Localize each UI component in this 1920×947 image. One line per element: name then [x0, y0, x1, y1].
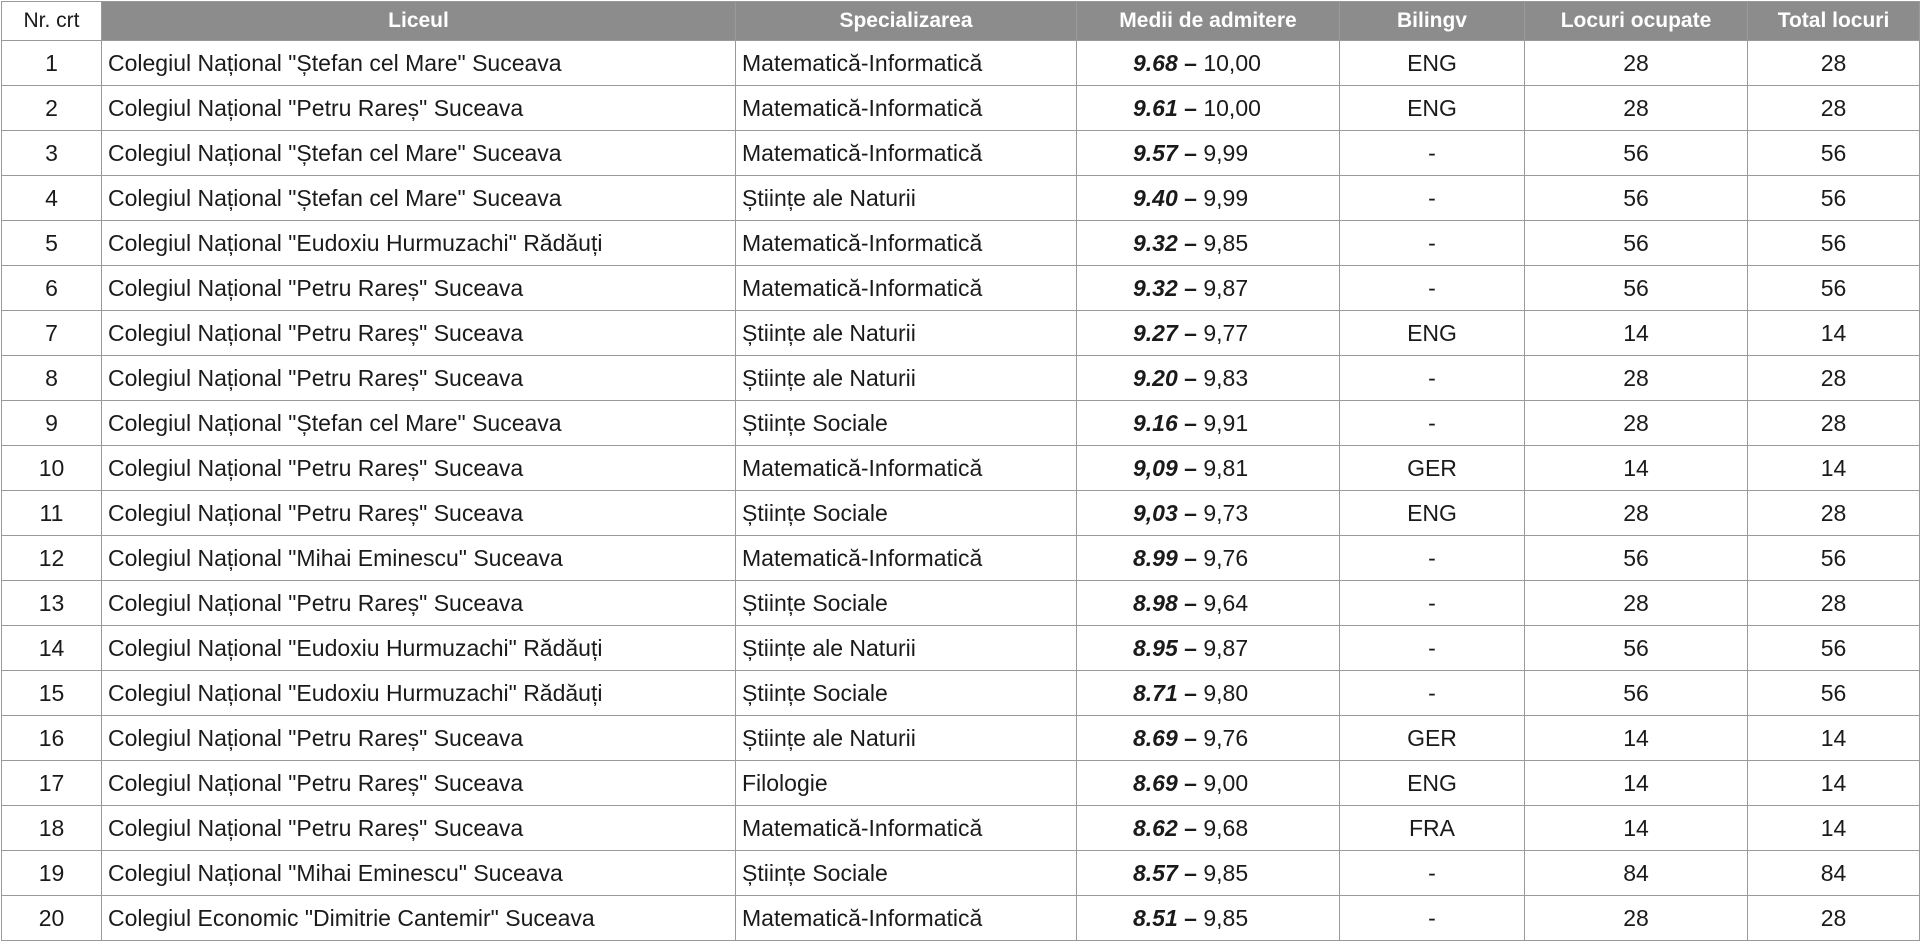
cell-specializare: Științe Sociale	[736, 581, 1077, 626]
medie-separator: –	[1177, 94, 1204, 121]
medie-max: 9,73	[1203, 499, 1249, 526]
medie-min: 8.69	[1133, 769, 1178, 796]
header-medii-admitere: Medii de admitere	[1077, 2, 1340, 41]
cell-liceu: Colegiul Național "Ștefan cel Mare" Suceava	[102, 401, 736, 446]
cell-locuri-ocupate: 14	[1525, 806, 1748, 851]
cell-locuri-ocupate: 14	[1525, 761, 1748, 806]
cell-liceu: Colegiul Național "Eudoxiu Hurmuzachi" Rădăuți	[102, 626, 736, 671]
cell-locuri-ocupate: 28	[1525, 356, 1748, 401]
cell-liceu: Colegiul Național "Eudoxiu Hurmuzachi" Rădăuți	[102, 221, 736, 266]
medie-separator: –	[1177, 904, 1204, 931]
cell-bilingv: -	[1340, 896, 1525, 941]
cell-total-locuri: 14	[1748, 716, 1920, 761]
cell-nr: 8	[2, 356, 102, 401]
medie-separator: –	[1177, 544, 1204, 571]
cell-specializare: Științe ale Naturii	[736, 311, 1077, 356]
cell-liceu: Colegiul Național "Petru Rareș" Suceava	[102, 491, 736, 536]
table-row	[2, 896, 1920, 941]
medie-min: 8.57	[1133, 859, 1178, 886]
cell-specializare: Matematică-Informatică	[736, 86, 1077, 131]
cell-nr: 4	[2, 176, 102, 221]
cell-bilingv: ENG	[1340, 311, 1525, 356]
cell-nr: 18	[2, 806, 102, 851]
medie-max: 10,00	[1203, 94, 1261, 121]
medie-separator: –	[1177, 814, 1204, 841]
cell-bilingv: ENG	[1340, 491, 1525, 536]
cell-liceu: Colegiul Național "Petru Rareș" Suceava	[102, 86, 736, 131]
cell-nr: 15	[2, 671, 102, 716]
cell-medii	[1077, 41, 1340, 86]
medie-min: 9.32	[1133, 229, 1178, 256]
cell-bilingv: GER	[1340, 716, 1525, 761]
cell-specializare: Științe Sociale	[736, 491, 1077, 536]
cell-total-locuri: 84	[1748, 851, 1920, 896]
cell-specializare: Științe Sociale	[736, 401, 1077, 446]
cell-medii	[1077, 266, 1340, 311]
cell-liceu: Colegiul Național "Petru Rareș" Suceava	[102, 716, 736, 761]
cell-medii	[1077, 446, 1340, 491]
cell-locuri-ocupate: 14	[1525, 446, 1748, 491]
medie-min: 9.57	[1133, 139, 1178, 166]
cell-total-locuri: 56	[1748, 131, 1920, 176]
table-row	[2, 311, 1920, 356]
table-row	[2, 626, 1920, 671]
medie-min: 9,09	[1133, 454, 1178, 481]
medie-min: 8.99	[1133, 544, 1178, 571]
table-row	[2, 581, 1920, 626]
medie-max: 9,81	[1203, 454, 1249, 481]
cell-nr: 3	[2, 131, 102, 176]
medie-max: 9,87	[1203, 274, 1249, 301]
medie-separator: –	[1177, 634, 1204, 661]
cell-bilingv: ENG	[1340, 41, 1525, 86]
table-row	[2, 446, 1920, 491]
medie-max: 9,91	[1203, 409, 1249, 436]
cell-specializare: Matematică-Informatică	[736, 446, 1077, 491]
cell-nr: 5	[2, 221, 102, 266]
cell-nr: 1	[2, 41, 102, 86]
cell-nr: 17	[2, 761, 102, 806]
cell-total-locuri: 28	[1748, 86, 1920, 131]
table-row	[2, 131, 1920, 176]
cell-bilingv: ENG	[1340, 86, 1525, 131]
cell-liceu: Colegiul Național "Ștefan cel Mare" Suceava	[102, 41, 736, 86]
table-row	[2, 716, 1920, 761]
medie-min: 8.71	[1133, 679, 1178, 706]
cell-locuri-ocupate: 56	[1525, 626, 1748, 671]
cell-total-locuri: 14	[1748, 311, 1920, 356]
cell-bilingv: FRA	[1340, 806, 1525, 851]
cell-liceu: Colegiul Național "Petru Rareș" Suceava	[102, 581, 736, 626]
cell-specializare: Științe ale Naturii	[736, 716, 1077, 761]
cell-medii	[1077, 716, 1340, 761]
medie-min: 9.32	[1133, 274, 1178, 301]
medie-min: 9,03	[1133, 499, 1178, 526]
medie-separator: –	[1177, 274, 1204, 301]
cell-medii	[1077, 896, 1340, 941]
cell-nr: 20	[2, 896, 102, 941]
cell-nr: 11	[2, 491, 102, 536]
cell-nr: 19	[2, 851, 102, 896]
cell-bilingv: ENG	[1340, 761, 1525, 806]
cell-bilingv: -	[1340, 356, 1525, 401]
cell-medii	[1077, 311, 1340, 356]
cell-liceu: Colegiul Economic "Dimitrie Cantemir" Suceava	[102, 896, 736, 941]
cell-medii	[1077, 536, 1340, 581]
cell-specializare: Științe ale Naturii	[736, 626, 1077, 671]
cell-total-locuri: 28	[1748, 581, 1920, 626]
table-header	[2, 2, 1920, 41]
cell-medii	[1077, 491, 1340, 536]
cell-nr: 2	[2, 86, 102, 131]
cell-liceu: Colegiul Național "Eudoxiu Hurmuzachi" Rădăuți	[102, 671, 736, 716]
cell-total-locuri: 56	[1748, 176, 1920, 221]
header-nr-crt: Nr. crt	[2, 2, 102, 41]
cell-specializare: Matematică-Informatică	[736, 131, 1077, 176]
cell-locuri-ocupate: 84	[1525, 851, 1748, 896]
medie-separator: –	[1177, 679, 1204, 706]
cell-liceu: Colegiul Național "Petru Rareș" Suceava	[102, 806, 736, 851]
medie-separator: –	[1177, 499, 1204, 526]
cell-total-locuri: 14	[1748, 806, 1920, 851]
table-row	[2, 806, 1920, 851]
medie-max: 9,00	[1203, 769, 1249, 796]
cell-locuri-ocupate: 14	[1525, 716, 1748, 761]
cell-medii	[1077, 581, 1340, 626]
cell-total-locuri: 28	[1748, 401, 1920, 446]
cell-medii	[1077, 86, 1340, 131]
medie-min: 9.27	[1133, 319, 1178, 346]
table-body	[2, 41, 1920, 941]
header-bilingv: Bilingv	[1340, 2, 1525, 41]
cell-locuri-ocupate: 56	[1525, 131, 1748, 176]
medie-min: 8.62	[1133, 814, 1178, 841]
cell-locuri-ocupate: 56	[1525, 536, 1748, 581]
cell-total-locuri: 56	[1748, 221, 1920, 266]
medie-max: 9,85	[1203, 859, 1249, 886]
table-row	[2, 356, 1920, 401]
cell-specializare: Științe Sociale	[736, 671, 1077, 716]
header-liceul: Liceul	[102, 2, 736, 41]
table-row	[2, 176, 1920, 221]
medie-separator: –	[1177, 319, 1204, 346]
medie-separator: –	[1177, 724, 1204, 751]
header-total-locuri: Total locuri	[1748, 2, 1920, 41]
cell-locuri-ocupate: 28	[1525, 581, 1748, 626]
cell-liceu: Colegiul Național "Petru Rareș" Suceava	[102, 761, 736, 806]
medie-min: 9.68	[1133, 49, 1178, 76]
table-row	[2, 851, 1920, 896]
cell-total-locuri: 14	[1748, 446, 1920, 491]
medie-max: 9,87	[1203, 634, 1249, 661]
cell-liceu: Colegiul Național "Petru Rareș" Suceava	[102, 356, 736, 401]
cell-nr: 7	[2, 311, 102, 356]
cell-medii	[1077, 221, 1340, 266]
cell-nr: 6	[2, 266, 102, 311]
cell-medii	[1077, 626, 1340, 671]
cell-specializare: Filologie	[736, 761, 1077, 806]
cell-bilingv: -	[1340, 221, 1525, 266]
cell-liceu: Colegiul Național "Ștefan cel Mare" Suceava	[102, 131, 736, 176]
cell-total-locuri: 28	[1748, 896, 1920, 941]
medie-separator: –	[1177, 184, 1204, 211]
cell-total-locuri: 56	[1748, 626, 1920, 671]
cell-locuri-ocupate: 56	[1525, 671, 1748, 716]
cell-total-locuri: 56	[1748, 536, 1920, 581]
medie-max: 9,68	[1203, 814, 1249, 841]
cell-medii	[1077, 356, 1340, 401]
table-row	[2, 491, 1920, 536]
cell-medii	[1077, 671, 1340, 716]
medie-max: 9,99	[1203, 139, 1249, 166]
cell-nr: 9	[2, 401, 102, 446]
cell-specializare: Matematică-Informatică	[736, 806, 1077, 851]
medie-max: 9,77	[1203, 319, 1249, 346]
medie-max: 9,64	[1203, 589, 1249, 616]
cell-nr: 14	[2, 626, 102, 671]
header-row	[2, 2, 1920, 41]
medie-separator: –	[1177, 49, 1204, 76]
medie-separator: –	[1177, 859, 1204, 886]
cell-bilingv: -	[1340, 401, 1525, 446]
medie-min: 8.98	[1133, 589, 1178, 616]
cell-medii	[1077, 851, 1340, 896]
medie-max: 9,83	[1203, 364, 1249, 391]
cell-medii	[1077, 401, 1340, 446]
medie-separator: –	[1177, 139, 1204, 166]
cell-locuri-ocupate: 56	[1525, 266, 1748, 311]
medie-separator: –	[1177, 364, 1204, 391]
medie-separator: –	[1177, 229, 1204, 256]
table-row	[2, 266, 1920, 311]
cell-liceu: Colegiul Național "Mihai Eminescu" Suceava	[102, 536, 736, 581]
medie-max: 9,85	[1203, 229, 1249, 256]
table-row	[2, 671, 1920, 716]
cell-total-locuri: 28	[1748, 491, 1920, 536]
cell-liceu: Colegiul Național "Mihai Eminescu" Suceava	[102, 851, 736, 896]
medie-max: 9,80	[1203, 679, 1249, 706]
cell-medii	[1077, 131, 1340, 176]
cell-bilingv: -	[1340, 581, 1525, 626]
medie-min: 9.16	[1133, 409, 1178, 436]
cell-total-locuri: 56	[1748, 266, 1920, 311]
cell-medii	[1077, 176, 1340, 221]
medie-min: 9.61	[1133, 94, 1178, 121]
medie-min: 9.40	[1133, 184, 1178, 211]
cell-nr: 12	[2, 536, 102, 581]
header-locuri-ocupate: Locuri ocupate	[1525, 2, 1748, 41]
medie-min: 9.20	[1133, 364, 1178, 391]
cell-locuri-ocupate: 14	[1525, 311, 1748, 356]
cell-specializare: Științe ale Naturii	[736, 176, 1077, 221]
medie-separator: –	[1177, 769, 1204, 796]
medie-max: 10,00	[1203, 49, 1261, 76]
table-row	[2, 41, 1920, 86]
cell-locuri-ocupate: 28	[1525, 41, 1748, 86]
cell-locuri-ocupate: 56	[1525, 221, 1748, 266]
table-row	[2, 401, 1920, 446]
cell-specializare: Matematică-Informatică	[736, 41, 1077, 86]
medie-max: 9,76	[1203, 724, 1249, 751]
medie-max: 9,76	[1203, 544, 1249, 571]
cell-specializare: Matematică-Informatică	[736, 266, 1077, 311]
cell-bilingv: -	[1340, 536, 1525, 581]
medie-max: 9,99	[1203, 184, 1249, 211]
cell-specializare: Matematică-Informatică	[736, 536, 1077, 581]
cell-liceu: Colegiul Național "Petru Rareș" Suceava	[102, 446, 736, 491]
table-row	[2, 761, 1920, 806]
cell-bilingv: -	[1340, 626, 1525, 671]
medie-separator: –	[1177, 589, 1204, 616]
cell-bilingv: -	[1340, 671, 1525, 716]
cell-bilingv: -	[1340, 176, 1525, 221]
cell-bilingv: -	[1340, 131, 1525, 176]
table-row	[2, 221, 1920, 266]
table-row	[2, 536, 1920, 581]
cell-bilingv: -	[1340, 266, 1525, 311]
cell-bilingv: -	[1340, 851, 1525, 896]
cell-locuri-ocupate: 28	[1525, 86, 1748, 131]
cell-locuri-ocupate: 28	[1525, 401, 1748, 446]
cell-specializare: Științe ale Naturii	[736, 356, 1077, 401]
admission-table	[1, 1, 1920, 941]
cell-nr: 10	[2, 446, 102, 491]
medie-separator: –	[1177, 454, 1204, 481]
cell-total-locuri: 14	[1748, 761, 1920, 806]
cell-liceu: Colegiul Național "Ștefan cel Mare" Suceava	[102, 176, 736, 221]
cell-liceu: Colegiul Național "Petru Rareș" Suceava	[102, 311, 736, 356]
cell-total-locuri: 56	[1748, 671, 1920, 716]
cell-specializare: Matematică-Informatică	[736, 221, 1077, 266]
cell-locuri-ocupate: 28	[1525, 491, 1748, 536]
cell-liceu: Colegiul Național "Petru Rareș" Suceava	[102, 266, 736, 311]
cell-bilingv: GER	[1340, 446, 1525, 491]
cell-total-locuri: 28	[1748, 41, 1920, 86]
medie-min: 8.69	[1133, 724, 1178, 751]
header-specializarea: Specializarea	[736, 2, 1077, 41]
medie-max: 9,85	[1203, 904, 1249, 931]
table-row	[2, 86, 1920, 131]
cell-specializare: Științe Sociale	[736, 851, 1077, 896]
medie-separator: –	[1177, 409, 1204, 436]
cell-nr: 13	[2, 581, 102, 626]
medie-min: 8.51	[1133, 904, 1178, 931]
cell-locuri-ocupate: 28	[1525, 896, 1748, 941]
cell-specializare: Matematică-Informatică	[736, 896, 1077, 941]
medie-min: 8.95	[1133, 634, 1178, 661]
cell-medii	[1077, 806, 1340, 851]
cell-medii	[1077, 761, 1340, 806]
cell-total-locuri: 28	[1748, 356, 1920, 401]
cell-nr: 16	[2, 716, 102, 761]
cell-locuri-ocupate: 56	[1525, 176, 1748, 221]
